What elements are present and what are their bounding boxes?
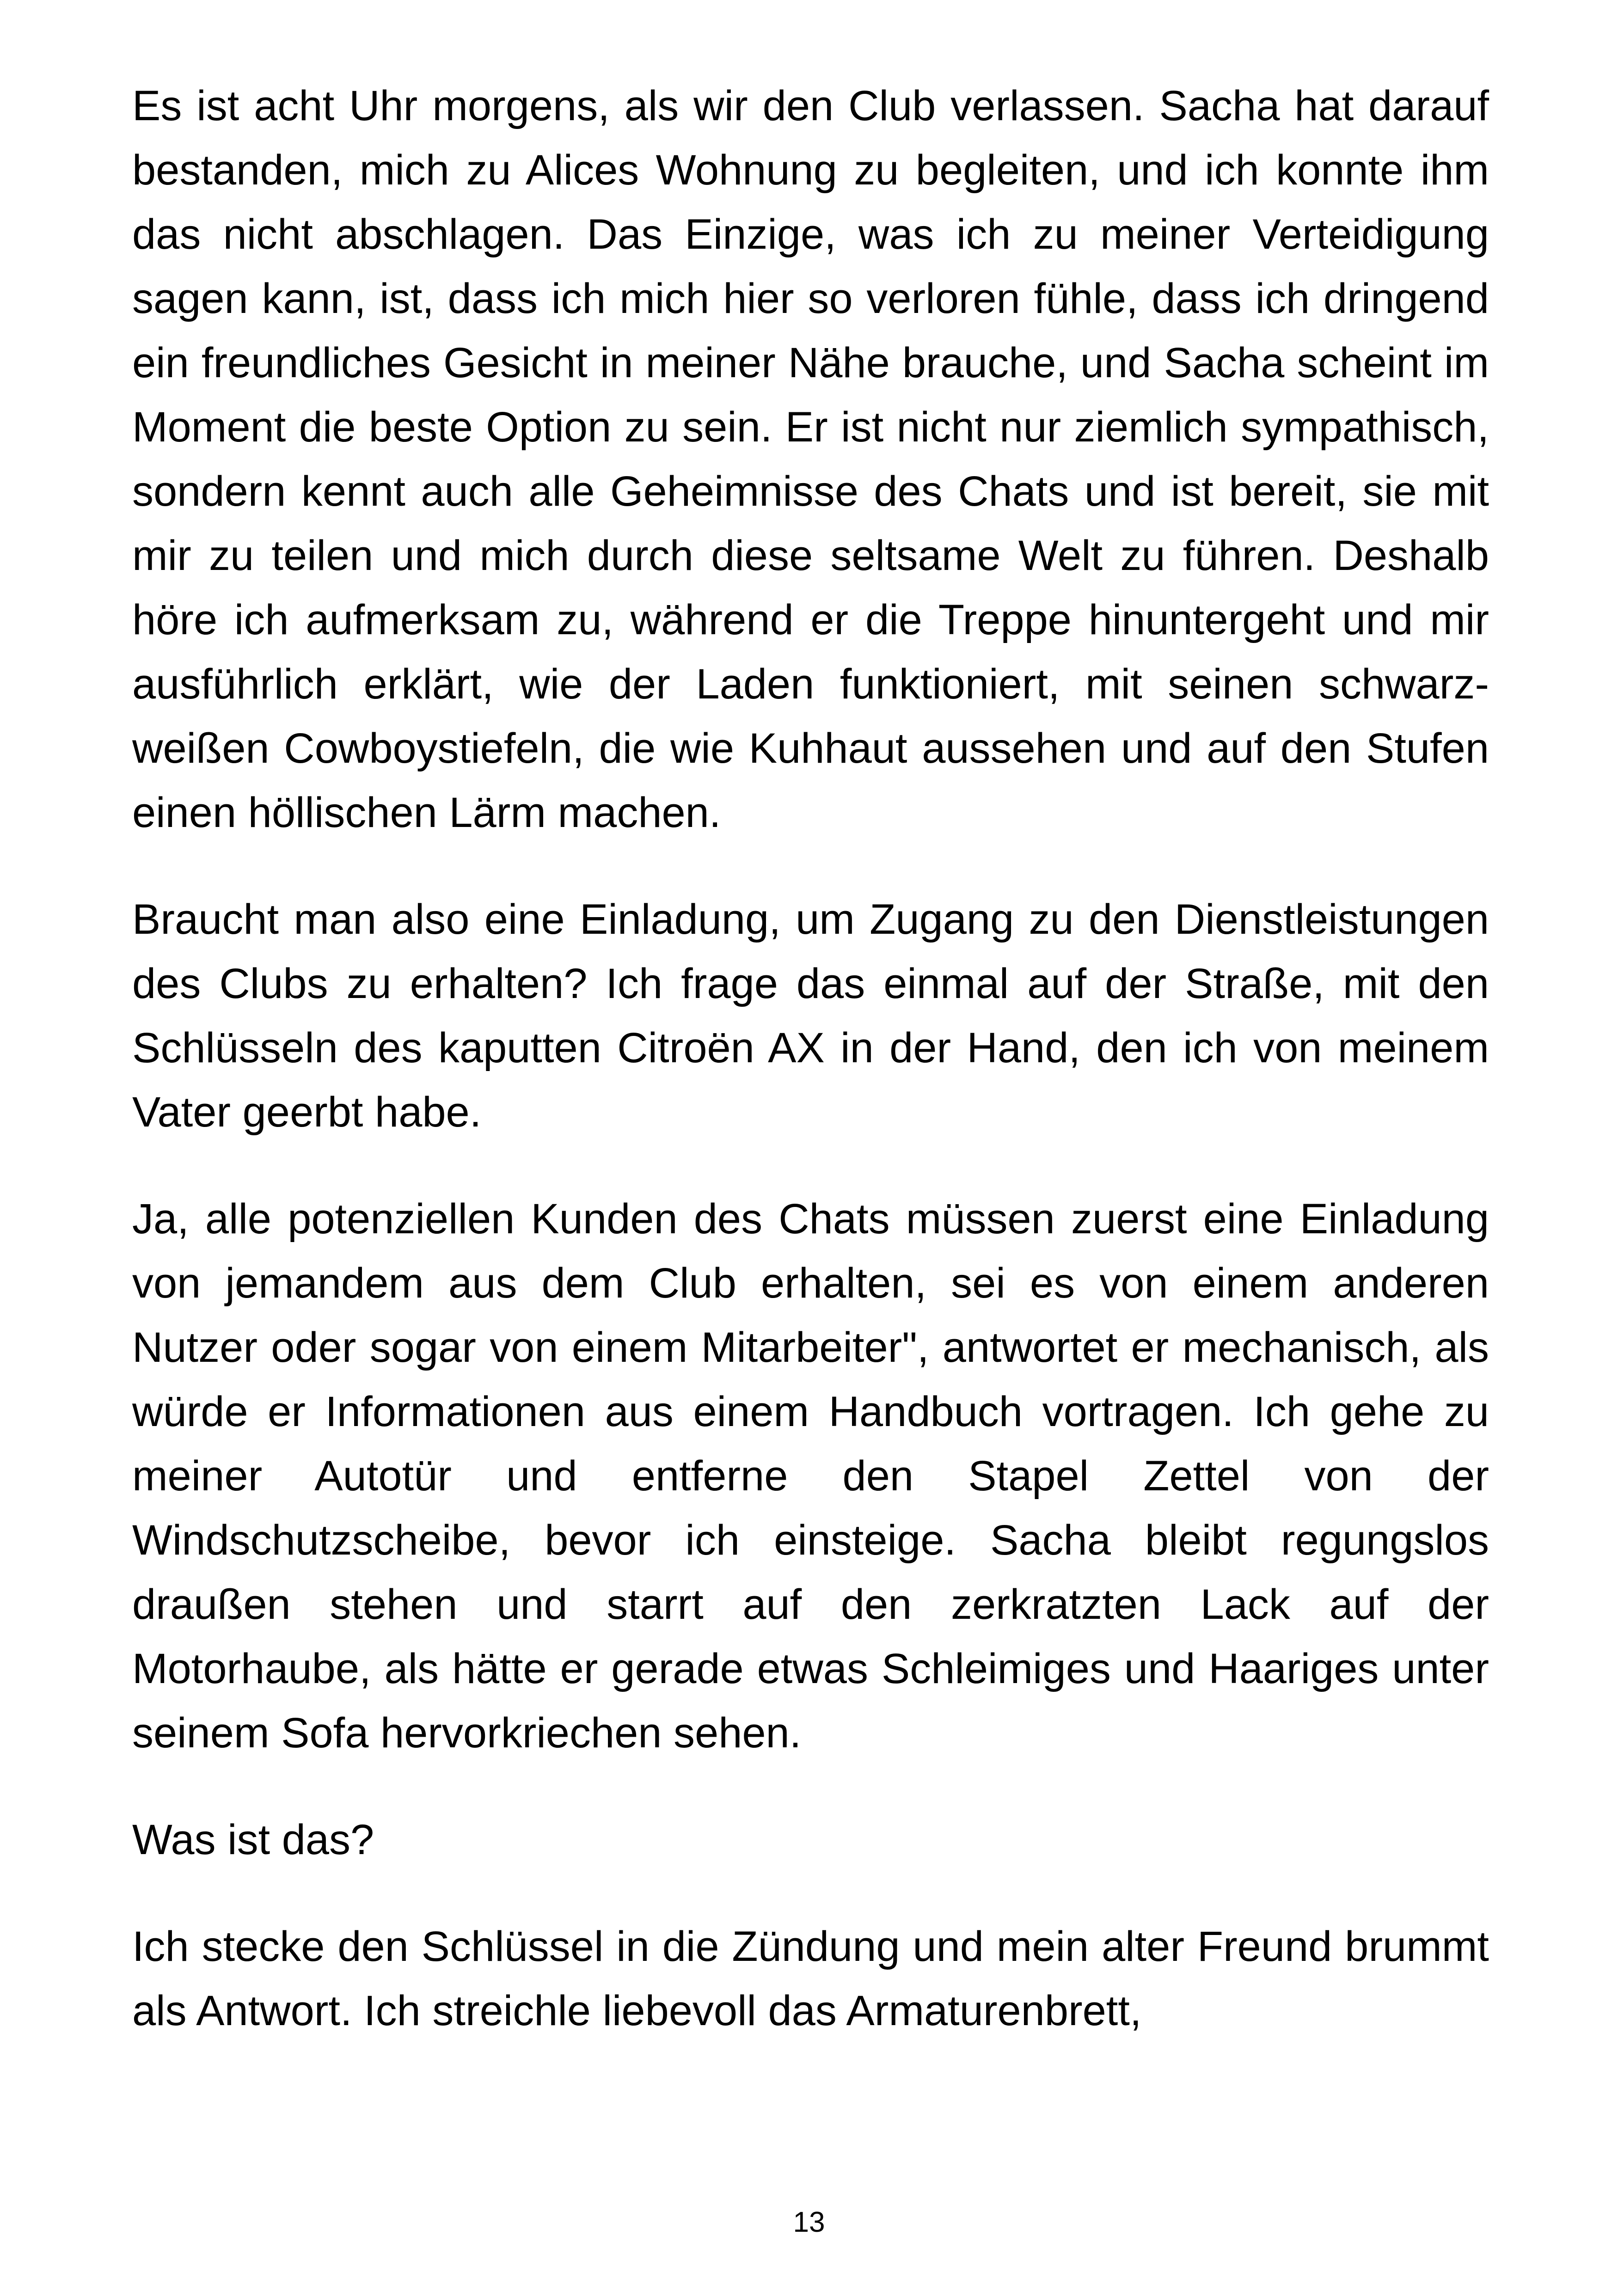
paragraph-1: Es ist acht Uhr morgens, als wir den Club verlassen. Sacha hat darauf bestanden, mich zu Alices Wohnung zu begleiten, und ich konnte ihm das nicht abschlagen. Das Einzige, was ich zu meiner Verteidigung sagen kann, ist, dass ich mich hier so verloren fühle, dass ich dringend ein freundliches Gesicht in meiner Nähe brauche, und Sacha scheint im Moment die beste Option zu sein. Er ist nicht nur ziemlich sympathisch, sondern kennt auch alle Geheimnisse des Chats und ist bereit, sie mit mir zu teilen und mich durch diese seltsame Welt zu führen. Deshalb höre ich aufmerksam zu, während er die Treppe hinuntergeht und mir ausführlich erklärt, wie der Laden funktioniert, mit seinen schwarz-weißen Cowboystiefeln, die wie Kuhhaut aussehen und auf den Stufen einen höllischen Lärm machen. [132, 82, 1489, 836]
paragraph-2: Braucht man also eine Einladung, um Zugang zu den Dienstleistungen des Clubs zu erhalten? Ich frage das einmal auf der Straße, mit den Schlüsseln des kaputten Citroën AX in der Hand, den ich von meinem Vater geerbt habe. [132, 896, 1489, 1136]
paragraph-4: Was ist das? [132, 1816, 374, 1863]
page-number: 13 [793, 2206, 825, 2238]
paragraph-3: Ja, alle potenziellen Kunden des Chats müssen zuerst eine Einladung von jemandem aus dem Club erhalten, sei es von einem anderen Nutzer oder sogar von einem Mitarbeiter", antwortet er mechanisch, als würde er Informationen aus einem Handbuch vortragen. Ich gehe zu meiner Autotür und entferne den Stapel Zettel von der Windschutzscheibe, bevor ich einsteige. Sacha bleibt regungslos draußen stehen und starrt auf den zerkratzten Lack auf der Motorhaube, als hätte er gerade etwas Schleimiges und Haariges unter seinem Sofa hervorkriechen sehen. [132, 1195, 1489, 1757]
page-content [132, 74, 1489, 2086]
paragraph-5: Ich stecke den Schlüssel in die Zündung und mein alter Freund brummt als Antwort. Ich streichle liebevoll das Armaturenbrett, [132, 1923, 1489, 2034]
